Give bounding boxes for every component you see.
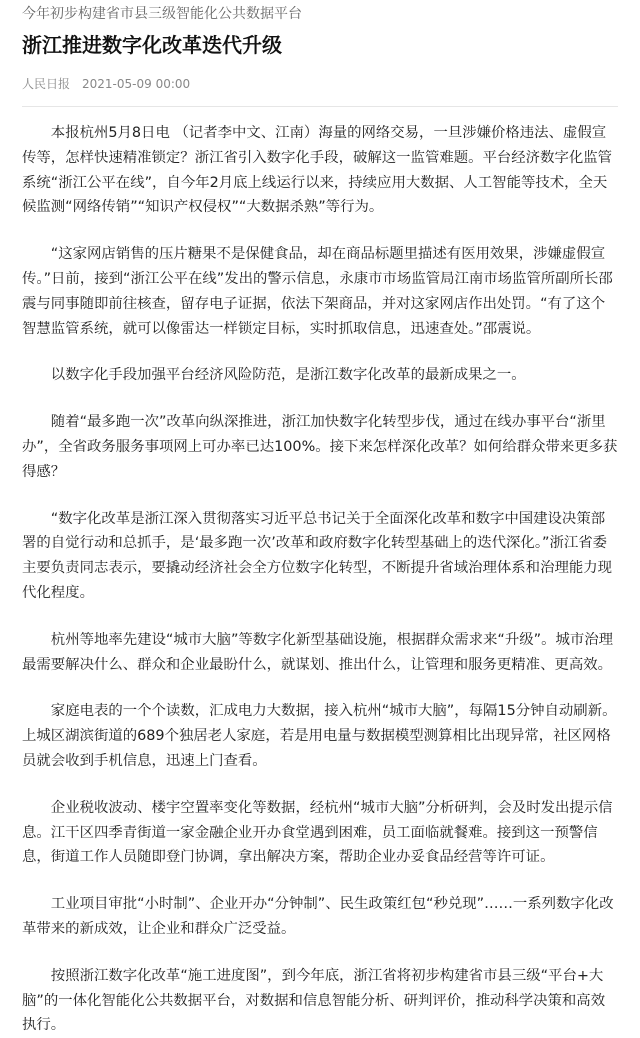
article-meta: [22, 76, 618, 92]
paragraph: “这家网店销售的压片糖果不是保健食品，却在商品标题里描述有医用效果，涉嫌虚假宣传。”日前，接到“浙江公平在线”发出的警示信息，永康市市场监管局江南市场监管所副所长邵震与同事随即前往核查，留存电子证据，依法下架商品，并对这家网店作出处罚。“有了这个智慧监管系统，就可以像雷达一样锁定目标，实时抓取信息，迅速查处。”邵震说。: [22, 246, 613, 337]
paragraph: 家庭电表的一个个读数，汇成电力大数据，接入杭州“城市大脑”，每隔15分钟自动刷新。上城区湖滨街道的689个独居老人家庭，若是用电量与数据模型测算相比出现异常，社区网格员就会收到手机信息，迅速上门查看。: [22, 703, 617, 769]
paragraph: “数字化改革是浙江深入贯彻落实习近平总书记关于全面深化改革和数字中国建设决策部署的自觉行动和总抓手，是‘最多跑一次’改革和政府数字化转型基础上的迭代深化。”浙江省委主要负责同志表示，要撬动经济社会全方位数字化转型，不断提升省域治理体系和治理能力现代化程度。: [22, 510, 613, 601]
paragraph: 以数字化手段加强平台经济风险防范，是浙江数字化改革的最新成果之一。: [50, 367, 526, 384]
article-body: [22, 121, 618, 1038]
paragraph: 随着“最多跑一次”改革向纵深推进，浙江加快数字化转型步伐，通过在线办事平台“浙里办”，全省政务服务事项网上可办率已达100%。接下来怎样深化改革？如何给群众带来更多获得感？: [22, 414, 618, 480]
article-title: 浙江推进数字化改革迭代升级: [22, 33, 282, 57]
paragraph: 按照浙江数字化改革“施工进度图”，到今年底，浙江省将初步构建省市县三级“平台+大脑”的一体化智能化公共数据平台，对数据和信息智能分析、研判评价，推动科学决策和高效执行。: [22, 967, 606, 1034]
article-kicker: 今年初步构建省市县三级智能化公共数据平台: [22, 6, 302, 22]
paragraph: 本报杭州5月8日电 （记者李中文、江南）海量的网络交易，一旦涉嫌价格违法、虚假宣传等，怎样快速精准锁定？浙江省引入数字化手段，破解这一监管难题。平台经济数字化监管系统“浙江公平在线”，自今年2月底上线运行以来，持续应用大数据、人工智能等技术，全天候监测“网络传销”“知识产权侵权”“大数据杀熟”等行为。: [22, 125, 613, 216]
header-divider: [22, 106, 618, 107]
article-datetime: 2021-05-09 00:00: [82, 77, 191, 91]
paragraph: 工业项目审批“小时制”、企业开办“分钟制”、民生政策红包“秒兑现”……一系列数字化改革带来的新成效，让企业和群众广泛受益。: [22, 896, 614, 937]
paragraph: 企业税收波动、楼宇空置率变化等数据，经杭州“城市大脑”分析研判，会及时发出提示信息。江干区四季青街道一家金融企业开办食堂遇到困难，员工面临就餐难。接到这一预警信息，街道工作人员随即登门协调，拿出解决方案，帮助企业办妥食品经营等许可证。: [22, 799, 613, 866]
paragraph: 杭州等地率先建设“城市大脑”等数字化新型基础设施，根据群众需求来“升级”。城市治理最需要解决什么、群众和企业最盼什么，就谋划、推出什么，让管理和服务更精准、更高效。: [22, 631, 614, 673]
article-source: 人民日报: [22, 77, 71, 91]
